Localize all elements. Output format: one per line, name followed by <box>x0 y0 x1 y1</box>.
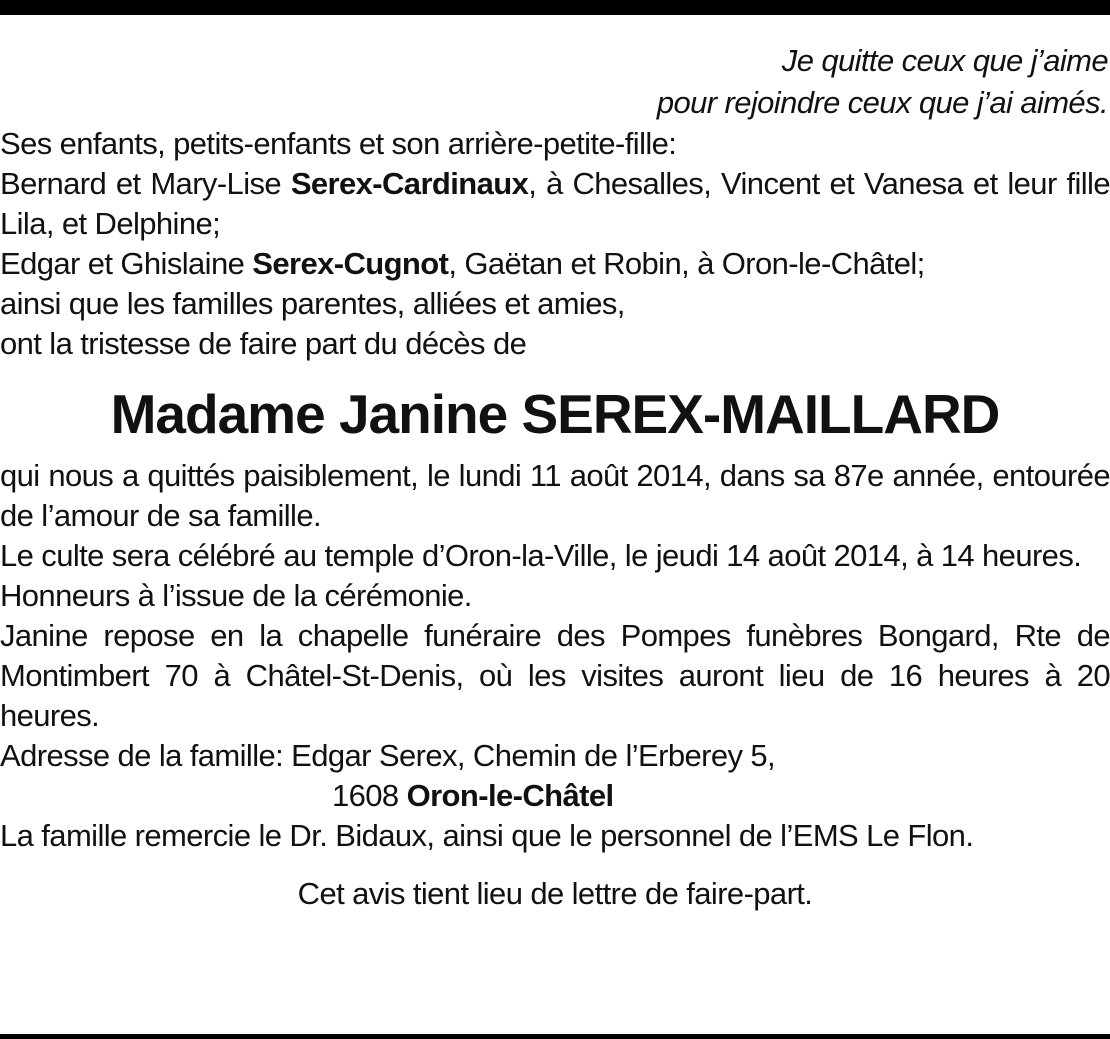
funeral-details <box>0 456 1110 856</box>
family-name-serex-cugnot: Serex-Cugnot <box>252 246 449 281</box>
closing-note: Cet avis tient lieu de lettre de faire-part. <box>297 876 813 911</box>
visitation-paragraph: Janine repose en la chapelle funéraire des Pompes funèbres Bongard, Rte de Montimbert 70 à Châtel-St-Denis, où les visites auront lieu de 16 heures à 20 heures. <box>0 618 1110 733</box>
epigraph-line-2: pour rejoindre ceux que j’ai aimés. <box>656 85 1108 120</box>
family-address-line: Adresse de la famille: Edgar Serex, Chemin de l’Erberey 5, <box>0 738 776 773</box>
top-border-rule <box>0 0 1110 15</box>
family-announcement <box>0 124 1110 364</box>
family-name-serex-cardinaux: Serex-Cardinaux <box>290 166 529 201</box>
service-paragraph: Le culte sera célébré au temple d’Oron-la-Ville, le jeudi 14 août 2014, à 14 heures. <box>0 538 1082 573</box>
address-postcode: 1608 <box>332 778 407 813</box>
family-relatives-line: ainsi que les familles parentes, alliées et amies, <box>0 286 625 321</box>
passing-paragraph: qui nous a quittés paisiblement, le lundi 11 août 2014, dans sa 87e année, entourée de l’amour de sa famille. <box>0 458 1110 533</box>
deceased-name-heading: Madame Janine SEREX-MAILLARD <box>110 383 1000 445</box>
family-line-1-pre: Bernard et Mary-Lise <box>0 166 291 201</box>
family-line-serex-cardinaux <box>0 164 1110 244</box>
thanks-paragraph: La famille remercie le Dr. Bidaux, ainsi que le personnel de l’EMS Le Flon. <box>0 818 974 853</box>
family-line-1-post: , à Chesalles, Vincent et Vanesa et leur fille Lila, et Delphine; <box>0 166 1110 241</box>
bottom-border-rule <box>0 1034 1110 1039</box>
address-city: Oron-le-Châtel <box>406 778 614 813</box>
family-address-city-line <box>0 776 1110 816</box>
family-line-2-pre: Edgar et Ghislaine <box>0 246 253 281</box>
family-line-serex-cugnot <box>0 244 1110 284</box>
epigraph <box>0 40 1110 124</box>
family-line-2-post: , Gaëtan et Robin, à Oron-le-Châtel; <box>448 246 925 281</box>
obituary-notice <box>0 40 1110 914</box>
family-intro: Ses enfants, petits-enfants et son arrière-petite-fille: <box>0 126 677 161</box>
epigraph-line-1: Je quitte ceux que j’aime <box>781 43 1108 78</box>
honours-paragraph: Honneurs à l’issue de la cérémonie. <box>0 578 472 613</box>
family-sadness-line: ont la tristesse de faire part du décès de <box>0 326 527 361</box>
